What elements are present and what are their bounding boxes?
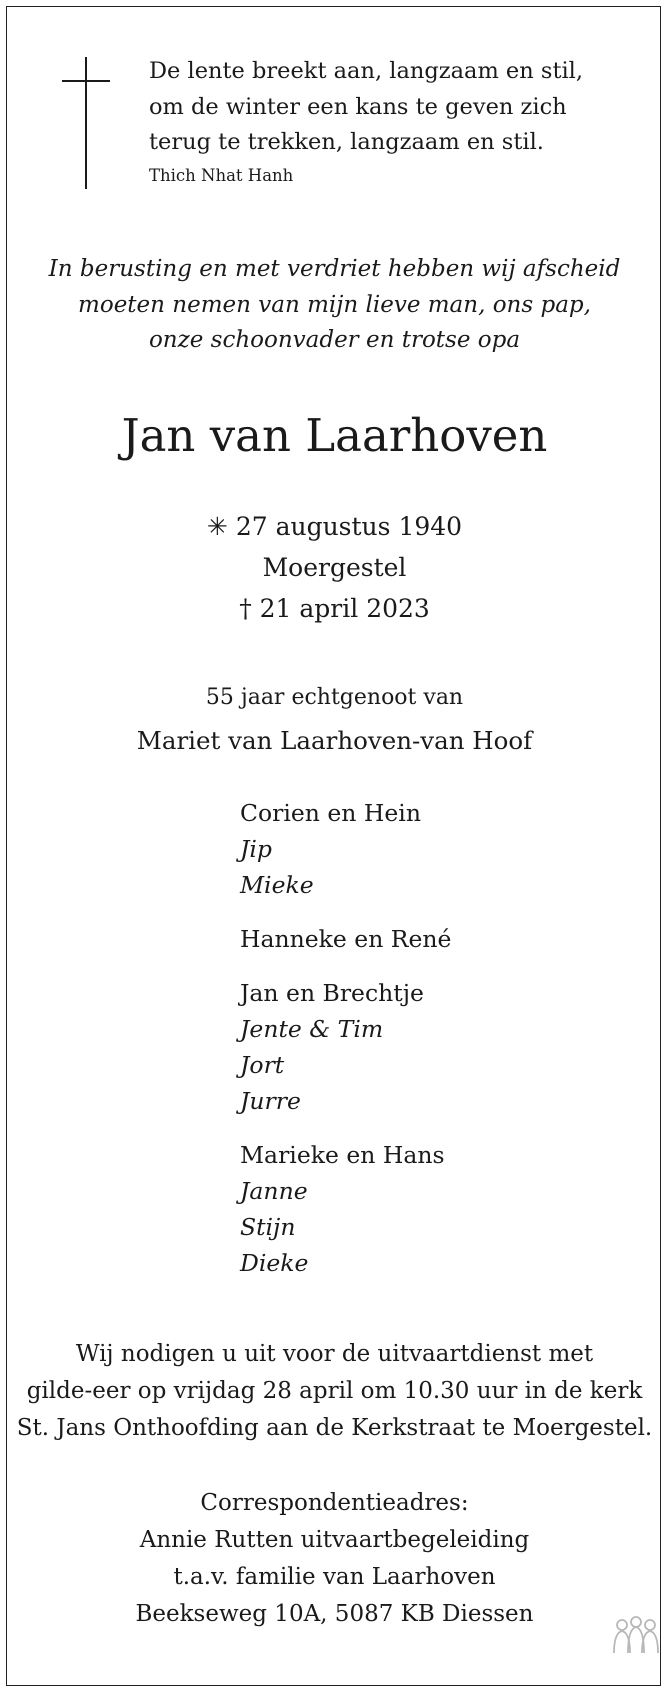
grandchild: Mieke xyxy=(240,871,314,899)
service-line: St. Jans Onthoofding aan de Kerkstraat te Moergestel. xyxy=(16,1415,653,1441)
address-line: t.a.v. familie van Laarhoven xyxy=(173,1564,496,1590)
grandchild: Jip xyxy=(240,835,272,863)
correspondence-label: Correspondentieadres: xyxy=(200,1490,469,1516)
birth-date: ✳ 27 augustus 1940 xyxy=(206,512,463,541)
marriage-text: 55 jaar echtgenoot van xyxy=(205,685,464,710)
family-couple: Marieke en Hans xyxy=(240,1141,445,1169)
birth-place: Moergestel xyxy=(262,553,407,582)
service-line: gilde-eer op vrijdag 28 april om 10.30 uur in de kerk xyxy=(26,1378,643,1404)
intro-line: onze schoonvader en trotse opa xyxy=(148,327,521,353)
family-couple: Jan en Brechtje xyxy=(240,979,424,1007)
family-couple: Corien en Hein xyxy=(240,799,421,827)
spouse-name: Mariet van Laarhoven-van Hoof xyxy=(136,726,533,755)
service-line: Wij nodigen u uit voor de uitvaartdienst met xyxy=(75,1341,594,1367)
deceased-name: Jan van Laarhoven xyxy=(121,409,548,462)
intro-line: moeten nemen van mijn lieve man, ons pap, xyxy=(78,291,591,318)
grandchild: Jente & Tim xyxy=(240,1015,384,1043)
address-line: Beekseweg 10A, 5087 KB Diessen xyxy=(135,1601,534,1627)
grandchild: Jurre xyxy=(240,1087,301,1115)
grandchild: Jort xyxy=(240,1051,285,1079)
address-line: Annie Rutten uitvaartbegeleiding xyxy=(139,1527,530,1553)
poem-line: terug te trekken, langzaam en stil. xyxy=(149,129,544,155)
poem-line: De lente breekt aan, langzaam en stil, xyxy=(149,58,584,84)
poem-line: om de winter een kans te geven zich xyxy=(149,93,567,120)
poem-author: Thich Nhat Hanh xyxy=(149,165,294,185)
grandchild: Dieke xyxy=(240,1249,309,1277)
grandchild: Stijn xyxy=(240,1213,296,1241)
grandchild: Janne xyxy=(240,1177,308,1205)
family-couple: Hanneke en René xyxy=(240,925,452,953)
intro-line: In berusting en met verdriet hebben wij afscheid xyxy=(48,256,621,282)
death-date: † 21 april 2023 xyxy=(239,594,430,623)
